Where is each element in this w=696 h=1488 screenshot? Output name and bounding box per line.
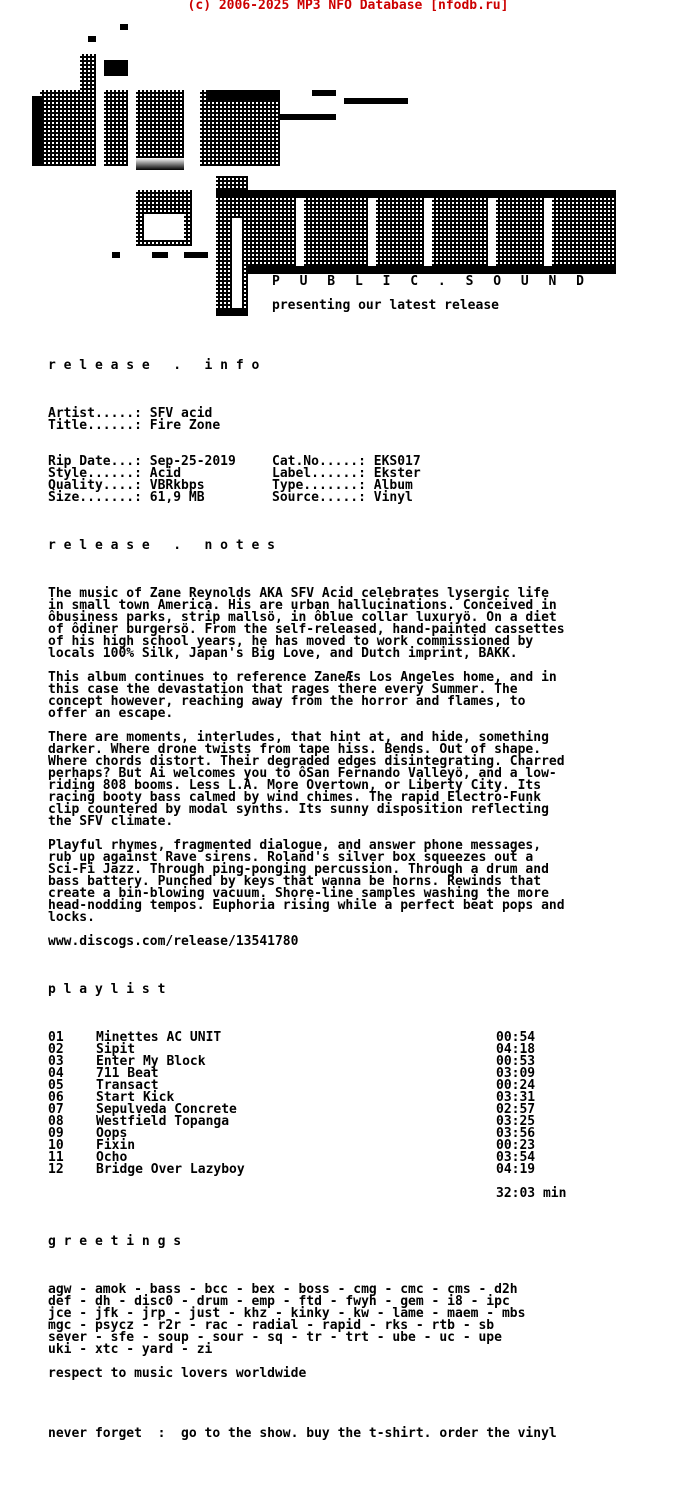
track-duration: 04:19 (496, 1162, 536, 1177)
release-notes-line: this case the devastation that rages there every Summer. The (48, 682, 518, 697)
info-artist: Artist.....: SFV acid (48, 406, 213, 421)
track-duration: 03:25 (496, 1114, 536, 1129)
track-number: 05 (48, 1078, 64, 1093)
playlist-row (0, 1164, 696, 1176)
track-title: Ocho (96, 1150, 128, 1165)
release-notes-line: racing booty bass calmed by wind chimes. The rapid Electro-Funk (48, 790, 542, 805)
track-title: Fixin (96, 1138, 136, 1153)
footer-motto: never forget : go to the show. buy the t-shirt. order the vinyl (48, 1426, 557, 1441)
track-title: Sepulveda Concrete (96, 1102, 237, 1117)
track-number: 02 (48, 1042, 64, 1057)
release-notes-line: offer an escape. (48, 706, 174, 721)
release-notes-line: www.discogs.com/release/13541780 (48, 934, 299, 949)
greetings-line: def - dh - disc0 - drum - emp - ftd - fwyh - gem - i8 - ipc (48, 1294, 510, 1309)
release-notes-line: the SFV climate. (48, 814, 174, 829)
release-notes-line: Where chords distort. Their degraded edges disintegrating. Charred (48, 754, 565, 769)
greetings-line: mgc - psycz - r2r - rac - radial - rapid - rks - rtb - sb (48, 1318, 495, 1333)
release-notes-line: ôbusiness parks, strip mallsö, in ôblue collar luxuryö. On a diet (48, 610, 557, 625)
section-heading-release-notes: r e l e a s e . n o t e s (48, 538, 275, 553)
info-size: Size.......: 61,9 MB (48, 490, 205, 505)
track-duration: 00:23 (496, 1138, 536, 1153)
greetings-line: sever - sfe - soup - sour - sq - tr - trt - ube - uc - upe (48, 1330, 502, 1345)
release-notes-line: The music of Zane Reynolds AKA SFV Acid celebrates lysergic life (48, 586, 549, 601)
track-title: Transact (96, 1078, 159, 1093)
group-logo-art (0, 18, 696, 318)
section-heading-greetings: g r e e t i n g s (48, 1234, 182, 1249)
info-title: Title......: Fire Zone (48, 418, 221, 433)
release-notes-line: clip countered by modal synths. Its sunny disposition reflecting (48, 802, 549, 817)
greetings-line: agw - amok - bass - bcc - bex - boss - cmg - cmc - cms - d2h (48, 1282, 518, 1297)
section-heading-playlist: p l a y l i s t (48, 982, 166, 997)
track-number: 03 (48, 1054, 64, 1069)
release-notes-line: perhaps? But Ai welcomes you to ôSan Fernando Valleyö, and a low- (48, 766, 557, 781)
track-number: 12 (48, 1162, 64, 1177)
info-source: Source.....: Vinyl (272, 490, 413, 505)
track-duration: 03:56 (496, 1126, 536, 1141)
release-notes-line: create a bin-blowing vacuum. Shore-line samples washing the more (48, 886, 549, 901)
track-number: 04 (48, 1066, 64, 1081)
playlist-total-time: 32:03 min (496, 1186, 567, 1201)
greetings-list (48, 1284, 525, 1356)
track-number: 07 (48, 1102, 64, 1117)
track-title: Westfield Topanga (96, 1114, 230, 1129)
track-duration: 00:53 (496, 1054, 536, 1069)
release-notes-line: This album continues to reference ZaneÆs Los Angeles home, and in (48, 670, 557, 685)
info-rip-date: Rip Date...: Sep-25-2019 (48, 454, 236, 469)
track-number: 10 (48, 1138, 64, 1153)
release-notes-line: of ôdiner burgersö. From the self-released, hand-painted cassettes (48, 622, 565, 637)
release-notes-line: bass battery. Punched by keys that wanna be horns. Rewinds that (48, 874, 542, 889)
release-notes-line: riding 808 booms. Less L.A. More Overtown, or Liberty City. Its (48, 778, 542, 793)
group-tagline: presenting our latest release (272, 298, 499, 313)
track-title: Bridge Over Lazyboy (96, 1162, 245, 1177)
nfo-database-credit: (c) 2006-2025 MP3 NFO Database [nfodb.ru] (187, 0, 509, 13)
greetings-line: jce - jfk - jrp - just - khz - kinky - kw - lame - maem - mbs (48, 1306, 526, 1321)
release-notes-line: Sci-Fi Jazz. Through ping-ponging percussion. Through a drum and (48, 862, 549, 877)
respect-line: respect to music lovers worldwide (48, 1366, 307, 1381)
playlist-table (0, 1032, 696, 1176)
release-notes-line: concept however, reaching away from the horror and flames, to (48, 694, 526, 709)
track-title: 711 Beat (96, 1066, 159, 1081)
track-number: 11 (48, 1150, 64, 1165)
release-notes-line: in small town America. His are urban hallucinations. Conceived in (48, 598, 557, 613)
release-notes-line: Playful rhymes, fragmented dialogue, and answer phone messages, (48, 838, 542, 853)
track-title: Enter My Block (96, 1054, 206, 1069)
track-duration: 00:24 (496, 1078, 536, 1093)
track-duration: 03:09 (496, 1066, 536, 1081)
info-type: Type.......: Album (272, 478, 413, 493)
track-number: 06 (48, 1090, 64, 1105)
release-notes-line: locals 100% Silk, Japan's Big Love, and Dutch imprint, BAKK. (48, 646, 518, 661)
release-notes-line: There are moments, interludes, that hint at, and hide, something (48, 730, 549, 745)
track-duration: 03:54 (496, 1150, 536, 1165)
track-number: 01 (48, 1030, 64, 1045)
track-number: 08 (48, 1114, 64, 1129)
release-notes-line: darker. Where drone twists from tape hiss. Bends. Out of shape. (48, 742, 542, 757)
track-duration: 00:54 (496, 1030, 536, 1045)
release-notes-line: rub up against Rave sirens. Roland's silver box squeezes out a (48, 850, 534, 865)
group-subtitle: P U B L I C . S O U N D (272, 274, 591, 289)
info-cat-no: Cat.No.....: EKS017 (272, 454, 421, 469)
info-quality: Quality....: VBRkbps (48, 478, 205, 493)
release-notes-text (48, 588, 565, 948)
info-label: Label......: Ekster (272, 466, 421, 481)
track-duration: 02:57 (496, 1102, 536, 1117)
track-title: Start Kick (96, 1090, 175, 1105)
release-notes-line: of his high school years, he has moved to work commissioned by (48, 634, 534, 649)
section-heading-release-info: r e l e a s e . i n f o (48, 358, 260, 373)
greetings-line: uki - xtc - yard - zi (48, 1342, 213, 1357)
track-title: Sipit (96, 1042, 136, 1057)
track-title: Minettes AC UNIT (96, 1030, 222, 1045)
track-duration: 03:31 (496, 1090, 536, 1105)
track-duration: 04:18 (496, 1042, 536, 1057)
track-title: Oops (96, 1126, 128, 1141)
release-notes-line: head-nodding tempos. Euphoria rising while a perfect beat pops and (48, 898, 565, 913)
release-notes-line: locks. (48, 910, 95, 925)
track-number: 09 (48, 1126, 64, 1141)
info-style: Style......: Acid (48, 466, 182, 481)
